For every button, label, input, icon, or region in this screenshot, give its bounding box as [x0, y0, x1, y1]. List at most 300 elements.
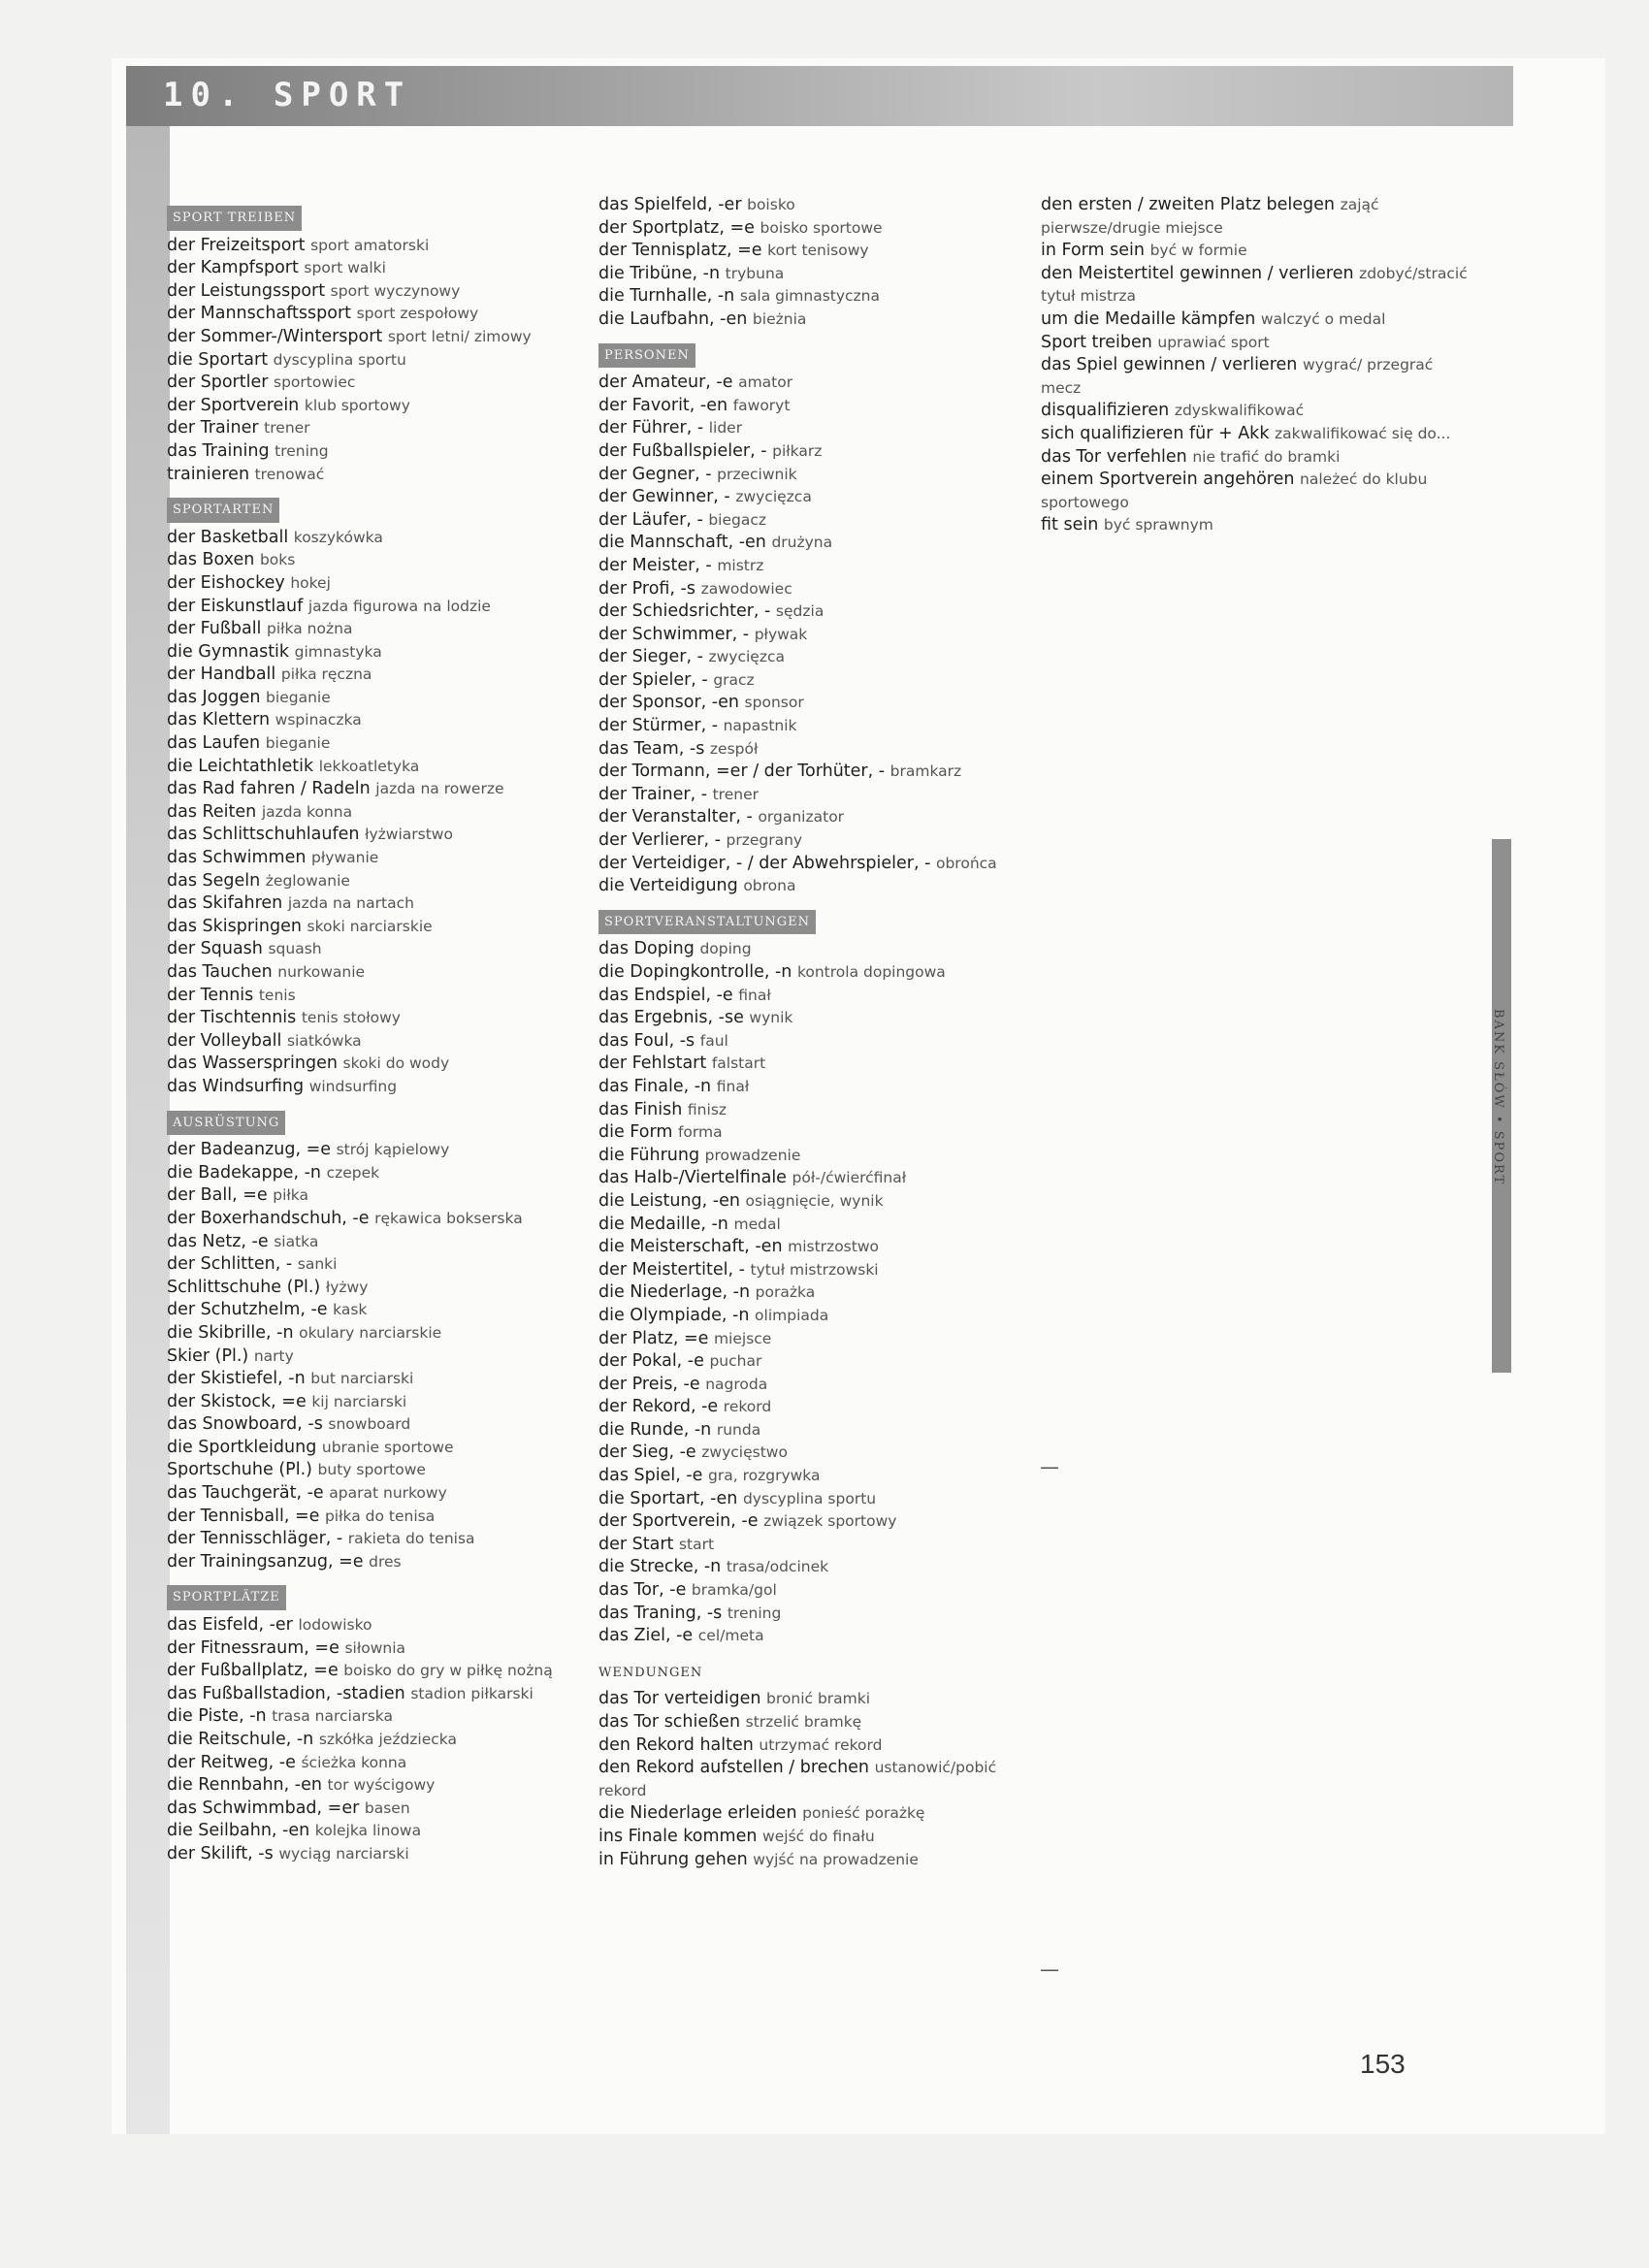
- polish-translation: doping: [699, 940, 752, 958]
- german-term: ins Finale kommen: [598, 1826, 758, 1846]
- vocab-entry: [1041, 194, 1468, 240]
- polish-translation: jazda konna: [261, 802, 353, 821]
- polish-translation: tytuł mistrzowski: [750, 1260, 879, 1279]
- polish-translation: kask: [333, 1301, 368, 1319]
- polish-translation: strój kąpielowy: [336, 1141, 450, 1159]
- german-term: das Joggen: [167, 687, 261, 707]
- vocab-entry: [167, 778, 584, 801]
- polish-translation: szkółka jeździecka: [318, 1731, 457, 1748]
- polish-translation: okulary narciarskie: [299, 1323, 442, 1342]
- polish-translation: bieganie: [265, 734, 331, 753]
- polish-translation: ścieżka konna: [301, 1753, 407, 1771]
- polish-translation: nagroda: [705, 1375, 768, 1393]
- german-term: die Badekappe, -n: [167, 1162, 321, 1183]
- vocab-entry: [167, 961, 584, 985]
- vocab-entry: [598, 1688, 1025, 1711]
- german-term: der Tennisschläger, -: [167, 1529, 343, 1549]
- vocab-entry: [598, 395, 1025, 418]
- polish-translation: dres: [369, 1552, 402, 1571]
- polish-translation: squash: [268, 940, 322, 958]
- polish-translation: siatka: [274, 1232, 319, 1250]
- german-term: der Läufer, -: [598, 509, 703, 530]
- vocab-entry: [167, 303, 584, 326]
- german-term: das Ergebnis, -se: [598, 1008, 744, 1028]
- german-term: die Olympiade, -n: [598, 1305, 750, 1325]
- vocab-entry: [167, 732, 584, 756]
- german-term: das Netz, -e: [167, 1231, 269, 1251]
- polish-translation: narty: [253, 1346, 294, 1365]
- german-term: der Skistock, =e: [167, 1391, 307, 1411]
- polish-translation: rękawica bokserska: [374, 1209, 523, 1227]
- vocab-entry: [598, 1076, 1025, 1099]
- vocab-entry: [167, 1705, 584, 1729]
- german-term: der Schutzhelm, -e: [167, 1300, 328, 1320]
- german-term: der Skistiefel, -n: [167, 1369, 306, 1389]
- page-number: 153: [1360, 2049, 1406, 2079]
- vocab-entry: [1041, 469, 1468, 514]
- polish-translation: boisko: [747, 196, 795, 213]
- vocab-entry: [167, 847, 584, 870]
- polish-translation: piłka do tenisa: [324, 1507, 436, 1525]
- vocab-entry: [598, 1849, 1025, 1872]
- section-heading: SPORTPLÄTZE: [167, 1585, 286, 1610]
- german-term: der Stürmer, -: [598, 716, 719, 736]
- vocab-entry: [167, 1482, 584, 1506]
- vocab-entry: [167, 1253, 584, 1277]
- polish-translation: skoki do wody: [342, 1054, 450, 1073]
- vocab-entry: [1041, 263, 1468, 308]
- vocab-entry: [598, 669, 1025, 693]
- german-term: die Skibrille, -n: [167, 1322, 294, 1343]
- german-term: der Verlierer, -: [598, 830, 721, 851]
- vocab-entry: [167, 1459, 584, 1482]
- vocab-entry: [167, 1076, 584, 1099]
- vocab-entry: [598, 464, 1025, 487]
- polish-translation: prowadzenie: [704, 1146, 801, 1164]
- german-term: der Meister, -: [598, 555, 712, 575]
- vocab-entry: [167, 1729, 584, 1752]
- german-term: der Basketball: [167, 527, 289, 547]
- vocab-entry: [598, 1396, 1025, 1419]
- polish-translation: jazda figurowa na lodzie: [307, 597, 491, 615]
- polish-translation: skoki narciarskie: [307, 917, 433, 935]
- german-term: der Eiskunstlauf: [167, 596, 304, 616]
- vocab-entry: [1041, 354, 1468, 400]
- german-term: die Runde, -n: [598, 1419, 712, 1440]
- german-term: Sportschuhe (Pl.): [167, 1460, 312, 1480]
- german-term: das Skifahren: [167, 893, 283, 914]
- german-term: das Reiten: [167, 801, 257, 822]
- german-term: der Platz, =e: [598, 1328, 709, 1348]
- polish-translation: puchar: [709, 1352, 762, 1371]
- polish-translation: lodowisko: [298, 1616, 372, 1635]
- vocab-entry: [598, 217, 1025, 241]
- vocab-entry: [167, 464, 584, 487]
- vocab-entry: [598, 1190, 1025, 1214]
- vocab-entry: [598, 738, 1025, 761]
- german-term: der Fußball: [167, 619, 262, 639]
- vocab-entry: [598, 263, 1025, 286]
- vocab-entry: [167, 1683, 584, 1706]
- polish-translation: koszykówka: [293, 528, 383, 546]
- vocab-entry: [167, 1391, 584, 1414]
- vocab-entry: [167, 1798, 584, 1821]
- vocab-entry: [598, 1350, 1025, 1374]
- german-term: der Sportler: [167, 373, 269, 393]
- vocab-entry: [167, 641, 584, 664]
- polish-translation: gimnastyka: [294, 642, 382, 661]
- german-term: das Tor verfehlen: [1041, 446, 1187, 467]
- polish-translation: but narciarski: [310, 1370, 414, 1388]
- german-term: den Rekord halten: [598, 1734, 754, 1755]
- german-term: das Boxen: [167, 550, 255, 570]
- german-term: das Ziel, -e: [598, 1626, 694, 1646]
- german-term: der Start: [598, 1534, 674, 1554]
- polish-translation: zwycięstwo: [701, 1443, 788, 1462]
- polish-translation: start: [678, 1535, 715, 1553]
- german-term: das Tauchen: [167, 962, 273, 982]
- german-term: der Skilift, -s: [167, 1843, 274, 1863]
- polish-translation: sport walki: [304, 259, 386, 277]
- polish-translation: miejsce: [713, 1329, 772, 1347]
- german-term: die Sportart: [167, 349, 269, 370]
- polish-translation: trybuna: [725, 264, 785, 282]
- polish-translation: sala gimnastyczna: [739, 287, 881, 306]
- german-term: der Trainer, -: [598, 784, 708, 804]
- polish-translation: uprawiać sport: [1157, 333, 1270, 351]
- polish-translation: finał: [716, 1077, 750, 1095]
- vocab-entry: [598, 486, 1025, 509]
- vocab-entry: [167, 1208, 584, 1231]
- polish-translation: być sprawnym: [1103, 516, 1213, 535]
- german-term: das Rad fahren / Radeln: [167, 779, 371, 799]
- vocab-entry: [167, 1007, 584, 1030]
- german-term: der Freizeitsport: [167, 235, 306, 255]
- polish-translation: olimpiada: [755, 1306, 829, 1324]
- polish-translation: wyjść na prowadzenie: [753, 1850, 919, 1868]
- german-term: das Tor, -e: [598, 1580, 687, 1601]
- german-term: der Trainingsanzug, =e: [167, 1551, 364, 1571]
- german-term: das Endspiel, -e: [598, 985, 733, 1005]
- german-term: das Schwimmbad, =er: [167, 1798, 360, 1818]
- polish-translation: kij narciarski: [311, 1392, 407, 1410]
- german-term: das Schwimmen: [167, 848, 307, 868]
- german-term: die Dopingkontrolle, -n: [598, 962, 792, 982]
- german-term: der Squash: [167, 939, 263, 959]
- vocab-entry: [167, 870, 584, 893]
- vocab-entry: [167, 1277, 584, 1300]
- german-term: das Laufen: [167, 733, 261, 754]
- vocab-entry: [167, 549, 584, 572]
- german-term: die Mannschaft, -en: [598, 533, 766, 553]
- german-term: der Fußballplatz, =e: [167, 1661, 339, 1681]
- polish-translation: trening: [727, 1604, 782, 1622]
- polish-translation: wygrać/ przegrać mecz: [1041, 356, 1434, 397]
- vocab-entry: [598, 938, 1025, 961]
- vocab-entry: [167, 1139, 584, 1162]
- polish-translation: przegrany: [726, 831, 803, 850]
- german-term: trainieren: [167, 464, 250, 484]
- polish-translation: buty sportowe: [317, 1461, 426, 1479]
- column-1: [167, 194, 584, 1866]
- polish-translation: siatkówka: [286, 1031, 362, 1050]
- polish-translation: zająć pierwsze/drugie miejsce: [1041, 196, 1379, 237]
- polish-translation: kontrola dopingowa: [796, 963, 946, 981]
- polish-translation: amator: [738, 373, 793, 392]
- vocab-entry: [598, 961, 1025, 985]
- polish-translation: strzelić bramkę: [745, 1713, 862, 1731]
- german-term: das Snowboard, -s: [167, 1414, 323, 1435]
- polish-translation: związek sportowy: [763, 1512, 897, 1531]
- german-term: der Schiedsrichter, -: [598, 601, 771, 622]
- vocab-entry: [167, 1299, 584, 1322]
- vocab-entry: [167, 1506, 584, 1529]
- german-term: das Team, -s: [598, 738, 705, 759]
- polish-translation: sanki: [297, 1255, 338, 1274]
- vocab-entry: [598, 1603, 1025, 1626]
- margin-dash: —: [1040, 1455, 1059, 1478]
- vocab-entry: [167, 326, 584, 349]
- polish-translation: runda: [716, 1420, 761, 1439]
- vocab-entry: [167, 1162, 584, 1185]
- polish-translation: mistrzostwo: [788, 1238, 879, 1256]
- polish-translation: porażka: [755, 1283, 816, 1302]
- german-term: der Sportplatz, =e: [598, 217, 755, 238]
- german-term: das Foul, -s: [598, 1030, 695, 1051]
- vocab-entry: [167, 1843, 584, 1866]
- vocab-entry: [598, 285, 1025, 308]
- polish-translation: jazda na nartach: [287, 894, 414, 913]
- polish-translation: gra, rozgrywka: [708, 1467, 821, 1485]
- vocab-entry: [598, 1259, 1025, 1282]
- vocab-entry: [598, 417, 1025, 440]
- vocab-entry: [167, 824, 584, 847]
- vocab-entry: [598, 372, 1025, 395]
- polish-translation: sport zespołowy: [356, 305, 479, 323]
- polish-translation: kort tenisowy: [767, 242, 869, 260]
- polish-translation: żeglowanie: [265, 871, 350, 890]
- polish-translation: sport wyczynowy: [330, 281, 461, 300]
- vocab-entry: [167, 1030, 584, 1053]
- polish-translation: boisko sportowe: [760, 218, 883, 237]
- german-term: der Pokal, -e: [598, 1351, 704, 1372]
- polish-translation: nurkowanie: [277, 963, 366, 981]
- polish-translation: utrzymać rekord: [759, 1735, 883, 1754]
- german-term: der Sieg, -e: [598, 1442, 696, 1463]
- polish-translation: bramkarz: [889, 762, 962, 781]
- polish-translation: zakwalifikować się do...: [1275, 424, 1451, 442]
- vocab-entry: [598, 875, 1025, 898]
- german-term: das Wasserspringen: [167, 1053, 338, 1074]
- german-term: der Fehlstart: [598, 1053, 707, 1074]
- german-term: der Gewinner, -: [598, 487, 730, 507]
- vocab-entry: [167, 527, 584, 550]
- vocab-entry: [598, 1145, 1025, 1168]
- polish-translation: stadion piłkarski: [410, 1684, 534, 1702]
- polish-translation: organizator: [758, 808, 845, 826]
- section-heading: SPORT TREIBEN: [167, 206, 302, 231]
- polish-translation: dyscyplina sportu: [742, 1489, 877, 1507]
- polish-translation: biegacz: [708, 510, 767, 529]
- german-term: der Badeanzug, =e: [167, 1140, 331, 1160]
- vocab-entry: [167, 1437, 584, 1460]
- german-term: der Sportverein: [167, 395, 300, 415]
- polish-translation: bronić bramki: [766, 1690, 871, 1708]
- vocab-entry: [167, 1614, 584, 1637]
- german-term: der Eishockey: [167, 572, 285, 593]
- german-term: der Kampfsport: [167, 258, 299, 278]
- german-term: das Eisfeld, -er: [167, 1615, 293, 1636]
- german-term: die Tribüne, -n: [598, 263, 721, 283]
- polish-translation: boisko do gry w piłkę nożną: [343, 1662, 553, 1680]
- vocab-entry: [598, 555, 1025, 578]
- german-term: der Tennisplatz, =e: [598, 241, 762, 261]
- polish-translation: snowboard: [328, 1415, 411, 1434]
- vocab-entry: [1041, 332, 1468, 355]
- vocab-entry: [598, 1465, 1025, 1488]
- polish-translation: windsurfing: [308, 1077, 398, 1095]
- german-term: die Seilbahn, -en: [167, 1821, 310, 1841]
- vocab-entry: [167, 1345, 584, 1369]
- polish-translation: rekord: [723, 1398, 772, 1416]
- vocab-entry: [167, 349, 584, 373]
- vocab-entry: [1041, 240, 1468, 263]
- polish-translation: czepek: [326, 1163, 380, 1182]
- polish-translation: zawodowiec: [700, 579, 792, 598]
- polish-translation: sport amatorski: [310, 236, 430, 254]
- polish-translation: falstart: [711, 1054, 766, 1073]
- vocab-entry: [167, 1184, 584, 1208]
- german-term: den Rekord aufstellen / brechen: [598, 1758, 870, 1778]
- vocab-entry: [598, 1534, 1025, 1557]
- vocab-entry: [598, 1053, 1025, 1076]
- german-term: fit sein: [1041, 515, 1099, 535]
- vocab-entry: [1041, 514, 1468, 537]
- polish-translation: nie trafić do bramki: [1192, 447, 1341, 466]
- polish-translation: zdyskwalifikować: [1174, 402, 1305, 420]
- left-margin-strip: [126, 126, 170, 2134]
- polish-translation: zdobyć/stracić tytuł mistrza: [1041, 264, 1468, 306]
- polish-translation: osiągnięcie, wynik: [745, 1191, 884, 1210]
- german-term: das Traning, -s: [598, 1603, 723, 1623]
- polish-translation: łyżwiarstwo: [365, 826, 453, 844]
- german-term: die Piste, -n: [167, 1706, 267, 1727]
- german-term: das Windsurfing: [167, 1076, 305, 1096]
- polish-translation: boks: [259, 551, 296, 569]
- german-term: das Finale, -n: [598, 1076, 712, 1096]
- german-term: der Gegner, -: [598, 464, 712, 484]
- german-term: der Sieger, -: [598, 647, 703, 667]
- german-term: die Rennbahn, -en: [167, 1775, 322, 1796]
- polish-translation: należeć do klubu sportowego: [1041, 470, 1428, 511]
- german-term: das Spielfeld, -er: [598, 195, 742, 214]
- german-term: Skier (Pl.): [167, 1345, 249, 1366]
- vocab-entry: [598, 1374, 1025, 1397]
- polish-translation: medal: [733, 1215, 781, 1233]
- vocab-entry: [598, 1419, 1025, 1442]
- polish-translation: być w formie: [1149, 242, 1247, 260]
- vocab-entry: [598, 1802, 1025, 1826]
- vocab-entry: [598, 1734, 1025, 1758]
- polish-translation: ubranie sportowe: [321, 1438, 454, 1456]
- polish-translation: walczyć o medal: [1260, 309, 1386, 328]
- polish-translation: sędzia: [775, 602, 824, 621]
- german-term: der Fußballspieler, -: [598, 440, 767, 461]
- polish-translation: ponieść porażkę: [802, 1804, 925, 1823]
- polish-translation: sport letni/ zimowy: [387, 327, 532, 345]
- vocab-entry: [598, 1625, 1025, 1648]
- german-term: die Niederlage erleiden: [598, 1803, 797, 1824]
- german-term: das Fußballstadion, -stadien: [167, 1683, 405, 1703]
- margin-dash: —: [1040, 1958, 1059, 1981]
- vocab-entry: [167, 1637, 584, 1661]
- vocab-entry: [167, 1413, 584, 1437]
- german-term: die Turnhalle, -n: [598, 286, 735, 307]
- vocab-entry: [167, 1660, 584, 1683]
- polish-translation: aparat nurkowy: [329, 1484, 447, 1503]
- polish-translation: drużyna: [771, 534, 833, 552]
- german-term: der Tormann, =er / der Torhüter, -: [598, 761, 886, 782]
- polish-translation: siłownia: [344, 1638, 406, 1657]
- german-term: der Tennisball, =e: [167, 1506, 320, 1526]
- vocab-entry: [167, 1752, 584, 1775]
- german-term: die Reitschule, -n: [167, 1730, 314, 1749]
- german-term: die Laufbahn, -en: [598, 308, 748, 329]
- polish-translation: trasa/odcinek: [726, 1558, 829, 1576]
- vocab-entry: [598, 1305, 1025, 1328]
- vocab-entry: [167, 395, 584, 418]
- polish-translation: lekkoatletyka: [318, 757, 420, 775]
- german-term: Schlittschuhe (Pl.): [167, 1277, 321, 1297]
- vocab-entry: [598, 509, 1025, 533]
- german-term: der Veranstalter, -: [598, 807, 753, 827]
- vocab-entry: [167, 916, 584, 939]
- vocab-entry: [598, 1757, 1025, 1802]
- german-term: der Handball: [167, 664, 276, 685]
- german-term: die Meisterschaft, -en: [598, 1237, 783, 1257]
- vocab-entry: [598, 1510, 1025, 1534]
- vocab-entry: [598, 1711, 1025, 1734]
- polish-translation: bieżnia: [752, 309, 807, 328]
- vocab-entry: [167, 618, 584, 641]
- german-term: der Tischtennis: [167, 1008, 297, 1028]
- german-term: der Sportverein, -e: [598, 1511, 759, 1532]
- german-term: die Form: [598, 1122, 673, 1143]
- polish-translation: wspinaczka: [275, 711, 362, 729]
- vocab-entry: [598, 1167, 1025, 1190]
- polish-translation: klub sportowy: [304, 396, 410, 414]
- polish-translation: trener: [712, 785, 759, 803]
- german-term: das Training: [167, 440, 270, 461]
- polish-translation: hokej: [290, 573, 331, 592]
- vocab-entry: [598, 1281, 1025, 1305]
- german-term: disqualifizieren: [1041, 401, 1170, 421]
- polish-translation: napastnik: [723, 717, 797, 735]
- vocab-entry: [598, 1442, 1025, 1465]
- polish-translation: mistrz: [717, 556, 764, 574]
- vocab-entry: [167, 687, 584, 710]
- polish-translation: finisz: [687, 1100, 728, 1118]
- german-term: das Tor verteidigen: [598, 1689, 761, 1709]
- vocab-entry: [598, 806, 1025, 829]
- vocab-entry: [167, 372, 584, 395]
- german-term: Sport treiben: [1041, 332, 1152, 352]
- vocab-entry: [598, 194, 1025, 217]
- polish-translation: sportowiec: [274, 373, 356, 392]
- vocab-entry: [167, 985, 584, 1008]
- column-2: [598, 194, 1025, 1871]
- german-term: die Leistung, -en: [598, 1190, 740, 1211]
